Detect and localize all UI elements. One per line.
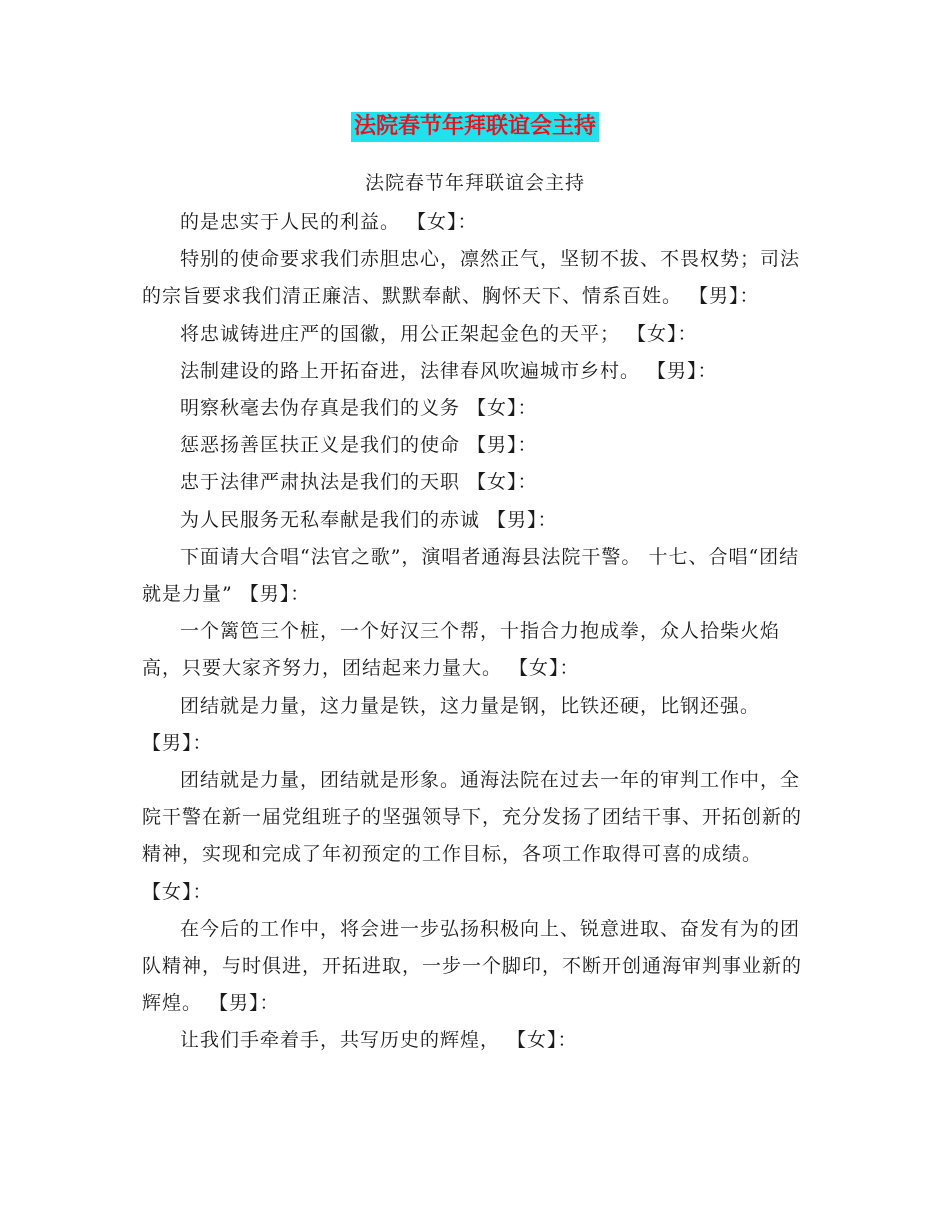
paragraph: 法制建设的路上开拓奋进，法律春风吹遍城市乡村。 【男】： (180, 359, 718, 382)
document-title: 法院春节年拜联谊会主持 (351, 112, 599, 142)
title-container (0, 112, 950, 142)
paragraph: 特别的使命要求我们赤胆忠心，凛然正气，坚韧不拔、不畏权势；司法的宗旨要求我们清正廉洁、默默奉献、胸怀天下、情系百姓。 【男】： (142, 248, 801, 308)
paragraph: 惩恶扬善匡扶正义是我们的使命 【男】： (180, 434, 538, 457)
paragraph: 一个篱笆三个桩，一个好汉三个帮，十指合力抱成拳，众人拾柴火焰高，只要大家齐努力，团结起来力量大。 【女】： (142, 620, 781, 680)
paragraph: 团结就是力量，团结就是形象。通海法院在过去一年的审判工作中，全院干警在新一届党组班子的坚强领导下，充分发扬了团结干事、开拓创新的精神，实现和完成了年初预定的工作目标，各项工作取得可喜的成绩。 【女】： (142, 769, 803, 903)
paragraph: 将忠诚铸进庄严的国徽，用公正架起金色的天平； 【女】： (180, 322, 698, 345)
paragraph: 下面请大合唱“法官之歌”，演唱者通海县法院干警。 十七、合唱“团结就是力量” 【男】： (142, 545, 800, 606)
document-subtitle: 法院春节年拜联谊会主持 (364, 172, 585, 194)
paragraph: 明察秋毫去伪存真是我们的义务 【女】： (180, 397, 538, 420)
paragraph: 为人民服务无私奉献是我们的赤诚 【男】： (180, 508, 558, 531)
paragraph: 让我们手牵着手，共写历史的辉煌， 【女】： (180, 1029, 578, 1052)
paragraph: 在今后的工作中，将会进一步弘扬积极向上、锐意进取、奋发有为的团队精神，与时俱进，开拓进取，一步一个脚印，不断开创通海审判事业新的辉煌。 【男】： (142, 917, 803, 1015)
paragraph: 的是忠实于人民的利益。 【女】： (180, 211, 478, 233)
paragraph: 团结就是力量，这力量是铁，这力量是钢，比铁还硬，比钢还强。 【男】： (142, 694, 761, 754)
paragraph: 忠于法律严肃执法是我们的天职 【女】： (180, 471, 538, 494)
document-body (142, 204, 810, 1060)
